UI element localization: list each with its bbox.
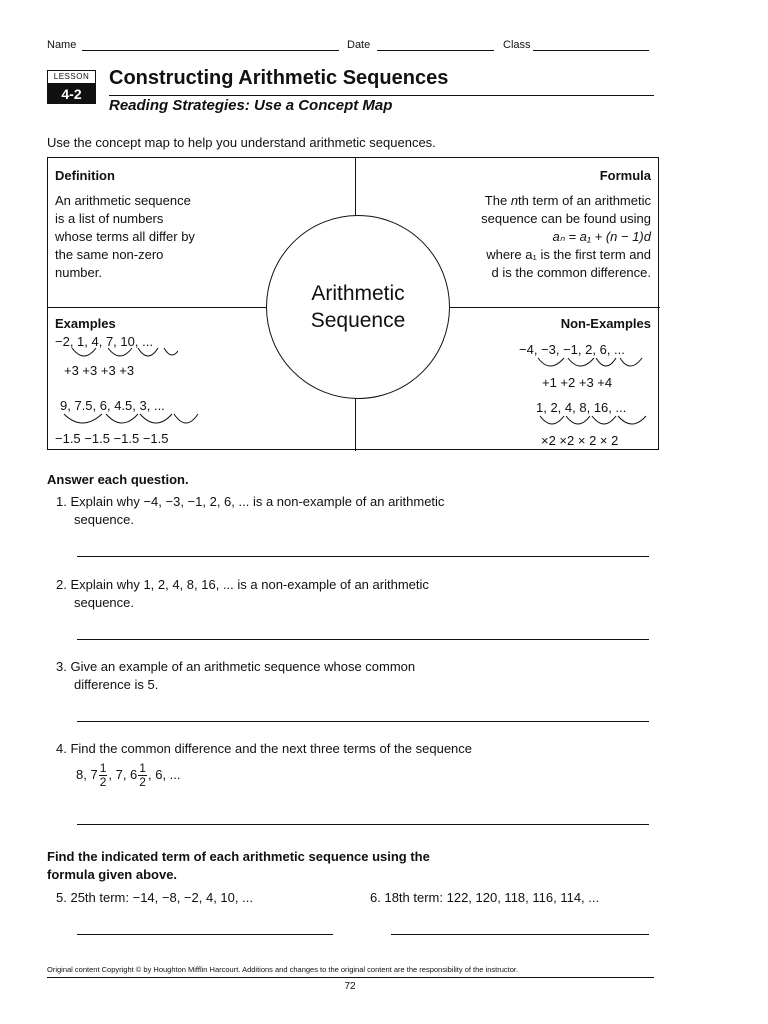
center-line: Arithmetic xyxy=(311,282,405,305)
question-text: sequence. xyxy=(74,595,134,610)
lesson-label: LESSON xyxy=(47,70,96,84)
date-label: Date xyxy=(347,39,371,51)
question-text: sequence. xyxy=(74,512,134,527)
sequence-part: 8, 7 xyxy=(76,766,98,782)
answer-line-6[interactable] xyxy=(391,934,649,935)
definition-line: the same non-zero xyxy=(55,247,164,262)
page-title: Constructing Arithmetic Sequences xyxy=(109,67,449,89)
formula-line: The nth term of an arithmetic xyxy=(484,193,651,208)
question-3 xyxy=(56,658,415,694)
name-label: Name xyxy=(47,39,77,51)
section2-heading xyxy=(47,848,430,884)
question-number: 4. xyxy=(56,741,67,756)
copyright-text: Original content Copyright © by Houghton Mifflin Harcourt. Additions and changes to the original content are the responsibility of the instructor. xyxy=(47,965,519,974)
formula-line: d is the common difference. xyxy=(491,265,651,280)
lesson-badge xyxy=(47,70,96,103)
definition-text xyxy=(55,192,195,282)
title-rule xyxy=(109,95,654,96)
name-field[interactable] xyxy=(82,50,339,51)
non-example-arrows-1 xyxy=(534,354,654,376)
question-number: 5. xyxy=(56,890,67,905)
class-label: Class xyxy=(503,39,531,51)
center-line: Sequence xyxy=(310,309,406,332)
divider-vertical-top xyxy=(355,158,356,218)
definition-line: An arithmetic sequence xyxy=(55,193,191,208)
formula-line: sequence can be found using xyxy=(481,211,651,226)
question-number: 1. xyxy=(56,494,67,509)
section-heading-line: formula given above. xyxy=(47,867,178,882)
fraction-half: $\frac{1}{2}$ xyxy=(99,761,107,789)
question-1 xyxy=(56,493,444,529)
formula-line: where a₁ is the first term and xyxy=(486,247,651,262)
answer-line-2[interactable] xyxy=(77,639,649,640)
non-examples-heading: Non-Examples xyxy=(560,316,651,331)
question-number: 2. xyxy=(56,577,67,592)
question-text: 25th term: −14, −8, −2, 4, 10, ... xyxy=(70,890,253,905)
example-sequence-1: −2, 1, 4, 7, 10, ... xyxy=(55,334,153,349)
question-4 xyxy=(56,740,472,758)
formula-expression: aₙ = a₁ + (n − 1)d xyxy=(552,229,651,244)
question-text: Explain why −4, −3, −1, 2, 6, ... is a non-example of an arithmetic xyxy=(70,494,445,509)
formula-text xyxy=(481,192,651,282)
date-field[interactable] xyxy=(377,50,494,51)
page-number: 72 xyxy=(344,981,356,992)
divider-vertical-bottom xyxy=(355,396,356,451)
divider-horizontal-left xyxy=(48,307,268,308)
answer-line-4[interactable] xyxy=(77,824,649,825)
lesson-number: 4-2 xyxy=(47,84,96,104)
definition-line: is a list of numbers xyxy=(55,211,164,226)
footer-rule xyxy=(47,977,654,978)
question-number: 3. xyxy=(56,659,67,674)
non-example-sequence-2: 1, 2, 4, 8, 16, ... xyxy=(536,400,627,415)
question-text: Find the common difference and the next three terms of the sequence xyxy=(70,741,473,756)
definition-line: whose terms all differ by xyxy=(55,229,195,244)
definition-heading: Definition xyxy=(55,168,115,183)
sequence-part: , 7, 6 xyxy=(108,766,138,782)
question-text: Explain why 1, 2, 4, 8, 16, ... is a non-example of an arithmetic xyxy=(70,577,429,592)
section-heading-line: Find the indicated term of each arithmetic sequence using the xyxy=(47,849,430,864)
example-differences-1: +3 +3 +3 +3 xyxy=(64,363,135,378)
examples-heading: Examples xyxy=(55,316,116,331)
concept-center xyxy=(266,215,450,399)
fraction-half: $\frac{1}{2}$ xyxy=(139,761,146,789)
page-subtitle: Reading Strategies: Use a Concept Map xyxy=(109,97,393,114)
question-2 xyxy=(56,576,429,612)
class-field[interactable] xyxy=(533,50,649,51)
question-5 xyxy=(56,889,253,907)
question-4-sequence xyxy=(76,762,181,789)
answer-line-1[interactable] xyxy=(77,556,649,557)
example-differences-2: −1.5 −1.5 −1.5 −1.5 xyxy=(55,431,169,446)
divider-horizontal-right xyxy=(448,307,660,308)
non-example-differences-2: ×2 ×2 × 2 × 2 xyxy=(541,433,619,448)
answer-line-5[interactable] xyxy=(77,934,333,935)
example-sequence-2: 9, 7.5, 6, 4.5, 3, ... xyxy=(60,398,165,413)
non-example-differences-1: +1 +2 +3 +4 xyxy=(542,375,613,390)
question-text: difference is 5. xyxy=(74,677,159,692)
question-text: Give an example of an arithmetic sequence whose common xyxy=(70,659,416,674)
question-text: 18th term: 122, 120, 118, 116, 114, ... xyxy=(384,890,600,905)
definition-line: number. xyxy=(55,265,102,280)
non-example-arrows-2 xyxy=(538,412,658,434)
intro-text: Use the concept map to help you understand arithmetic sequences. xyxy=(47,135,436,150)
sequence-part: , 6, ... xyxy=(147,766,181,782)
non-example-sequence-1: −4, −3, −1, 2, 6, ... xyxy=(519,342,625,357)
question-number: 6. xyxy=(370,890,381,905)
question-6 xyxy=(370,889,599,907)
formula-heading: Formula xyxy=(599,168,651,183)
answer-heading: Answer each question. xyxy=(47,472,189,487)
answer-line-3[interactable] xyxy=(77,721,649,722)
